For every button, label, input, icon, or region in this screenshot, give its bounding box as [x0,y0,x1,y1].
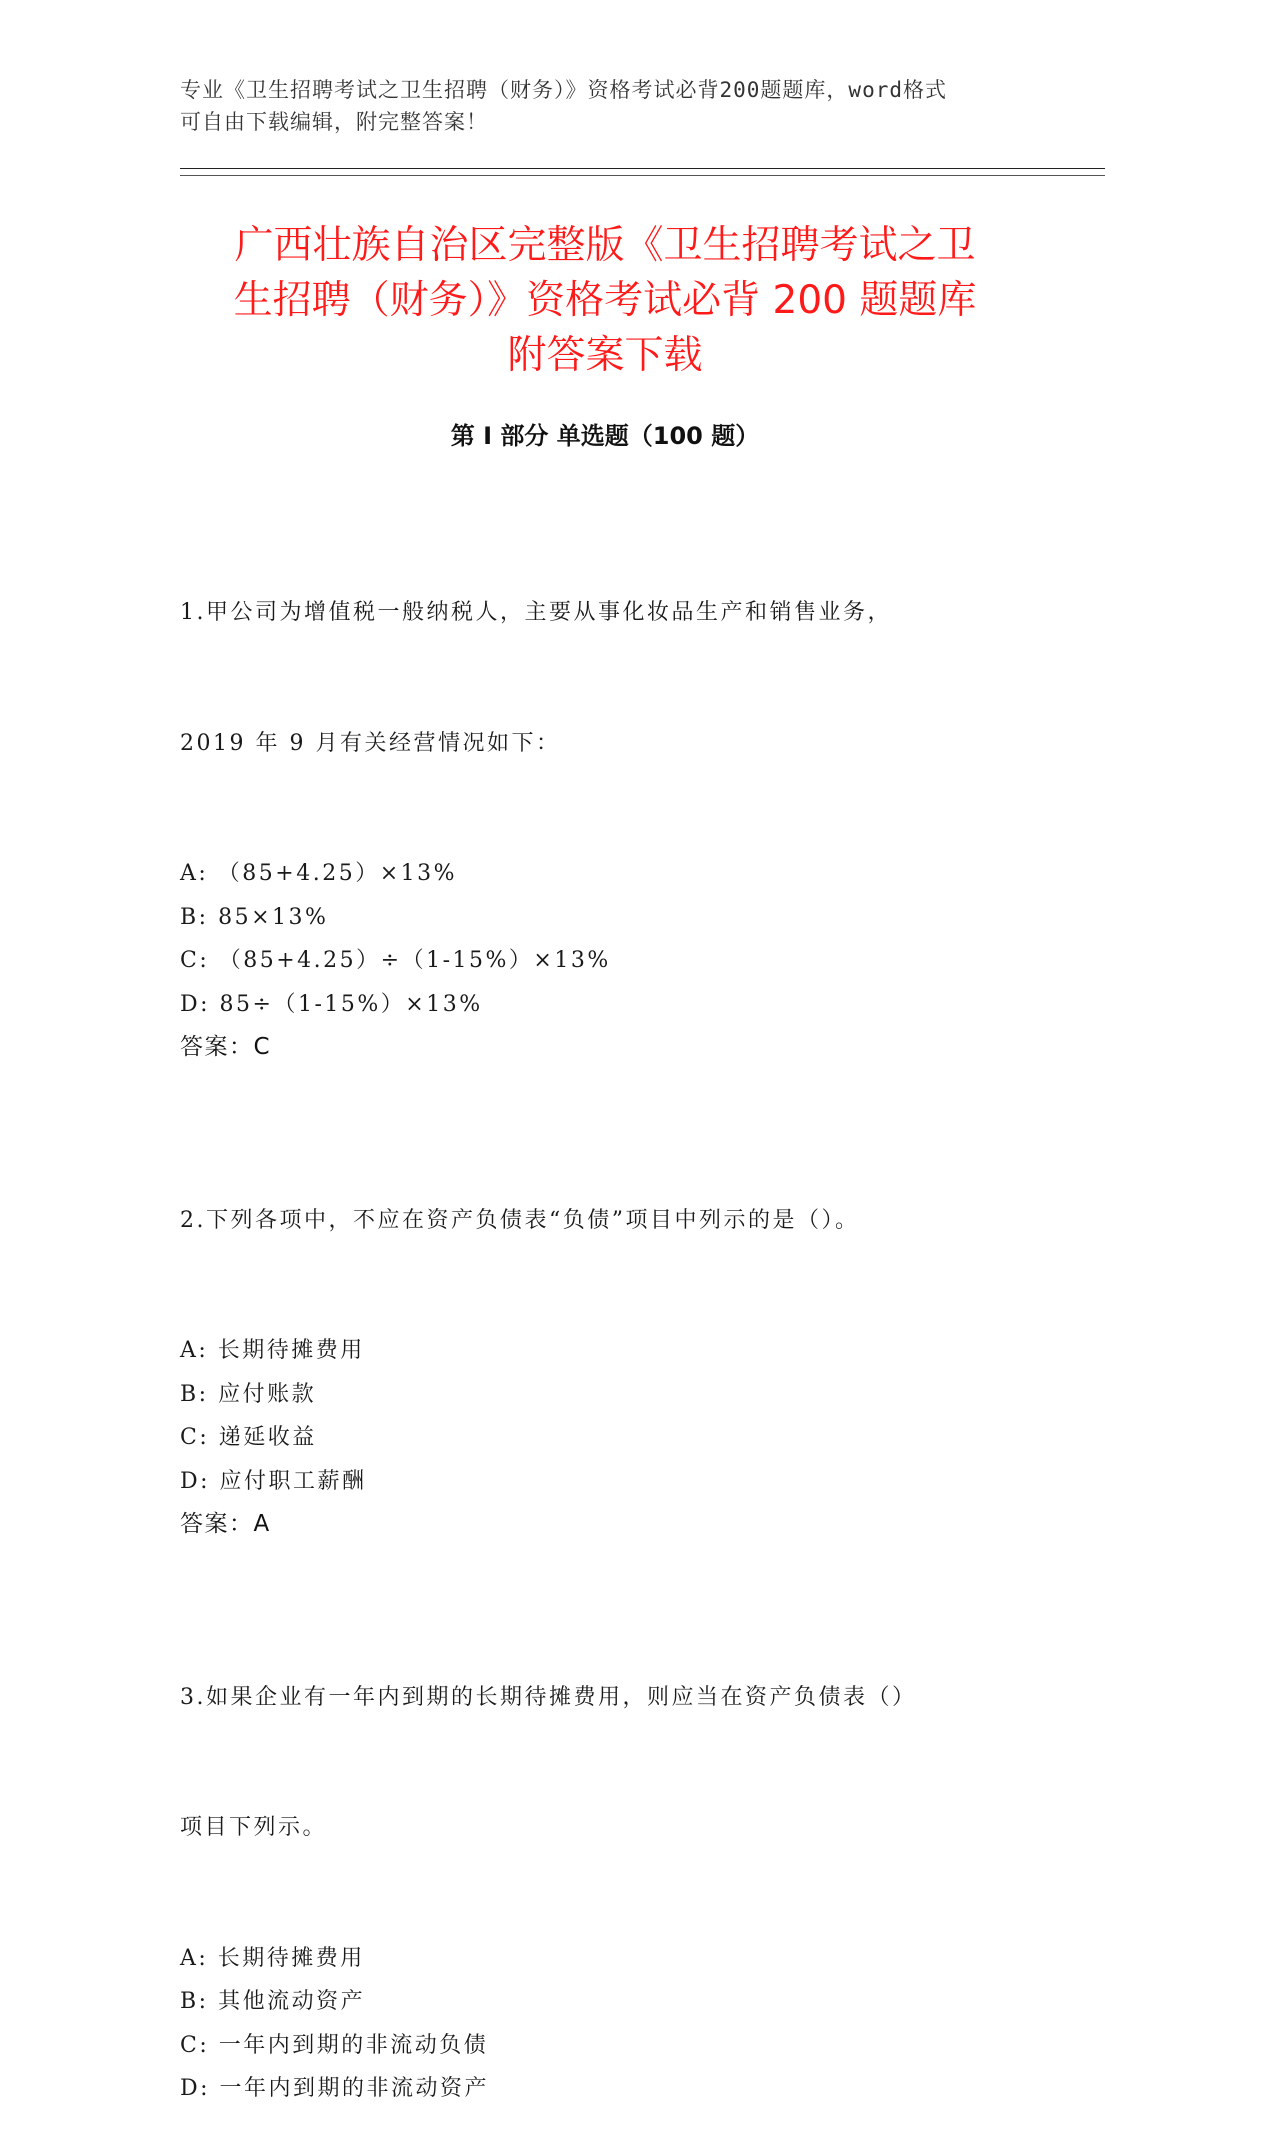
option-d: D: 85÷（1-15%）×13% [180,991,483,1017]
question-1 [180,504,1080,1070]
document-title-line-3: 附答案下载 [507,333,703,378]
option-b: B: 其他流动资产 [180,1989,366,2014]
question-list [180,504,1080,2153]
answer-line: 答案：A [180,1511,271,1537]
question-stem-line-2: 项目下列示。 [180,1815,328,1840]
option-d: D: 应付职工薪酬 [180,1468,367,1494]
header-divider-thin [180,175,1105,176]
header-divider-thick [180,168,1105,169]
document-title-line-1: 广西壮族自治区完整版《卫生招聘考试之卫 [234,223,976,268]
option-a: A: 长期待摊费用 [180,1945,365,1971]
option-c: C: 一年内到期的非流动负债 [180,2032,489,2058]
section-heading: 第 I 部分 单选题（100 题） [450,422,760,450]
option-b: B: 85×13% [180,904,329,930]
option-c: C: （85+4.25）÷（1-15%）×13% [180,948,611,973]
question-3 [180,1589,1080,2111]
option-c: C: 递延收益 [180,1425,317,1450]
question-stem [180,1112,1080,1330]
header-note [180,74,1040,138]
question-2 [180,1112,1080,1547]
option-a: A: （85+4.25）×13% [180,861,458,886]
option-b: B: 应付账款 [180,1381,317,1407]
header-note-line-1: 专业《卫生招聘考试之卫生招聘（财务）》资格考试必背200题题库，word格式 [180,78,947,102]
question-stem-line-1: 1.甲公司为增值税一般纳税人，主要从事化妆品生产和销售业务， [180,600,892,625]
answer-line: 答案：C [180,1034,272,1060]
header-note-line-2: 可自由下载编辑，附完整答案！ [180,110,488,134]
question-stem [180,1589,1080,1937]
question-stem [180,504,1080,852]
question-stem-line-2: 2019 年 9 月有关经营情况如下： [180,730,561,756]
document-title-line-2: 生招聘（财务）》资格考试必背 200 题题库 [233,278,977,323]
document-title [160,218,1050,383]
option-d: D: 一年内到期的非流动资产 [180,2076,490,2101]
question-stem-line-1: 3.如果企业有一年内到期的长期待摊费用，则应当在资产负债表（） [180,1684,917,1710]
option-a: A: 长期待摊费用 [180,1338,365,1363]
question-stem-line-1: 2.下列各项中，不应在资产负债表“负债”项目中列示的是（）。 [180,1207,860,1233]
